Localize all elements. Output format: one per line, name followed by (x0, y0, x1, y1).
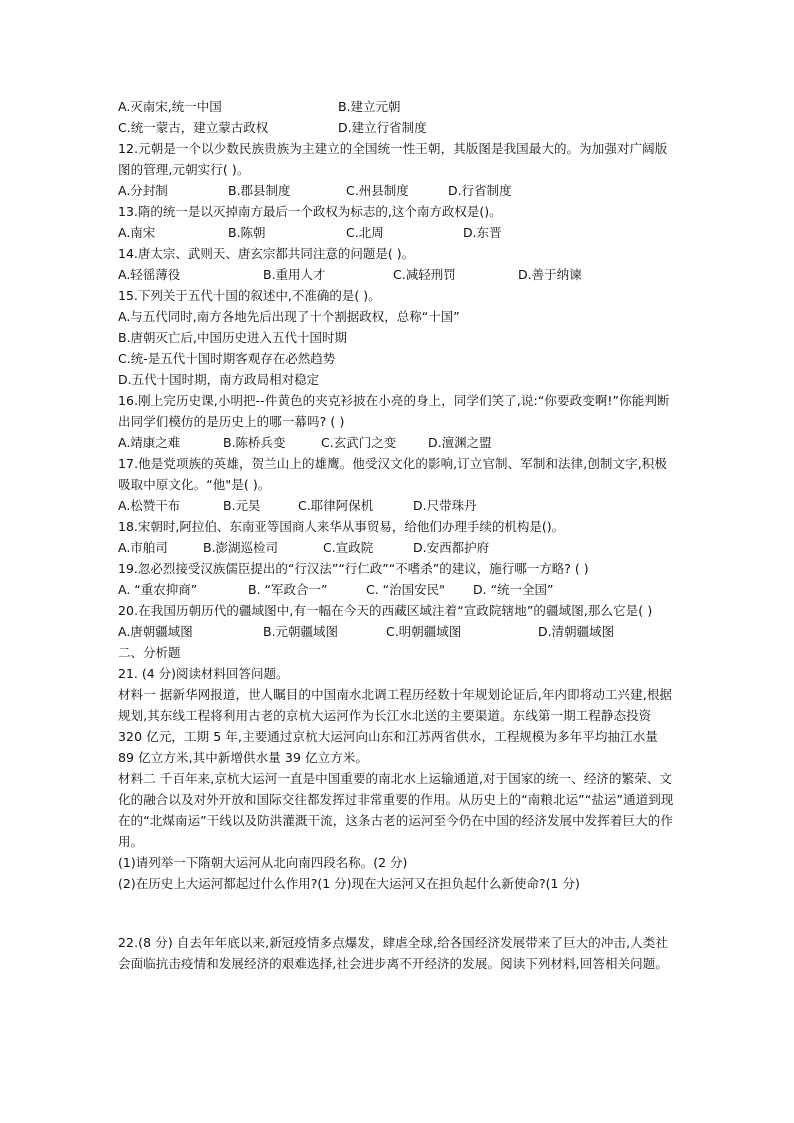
exam-page (118, 96, 678, 974)
q21-material-2: 材料二 千百年来,京杭大运河一直是中国重要的南北水上运输通道,对于国家的统一、经济的繁荣、文化的融合以及对外开放和国际交往都发挥过非常重要的作用。从历史上的“南粮北运”“盐运”通道到现在的“北煤南运”干线以及防洪灌溉干流，这条古老的运河至今仍在中国的经济发展中发挥着巨大的作用。 (118, 771, 674, 849)
q14-stem: 14.唐太宗、武则天、唐玄宗都共同注意的问题是( )。 (118, 246, 415, 261)
q19-option-c: C. “治国安民" (366, 582, 445, 597)
q11-option-a: A.灭南宋,统一中国 (118, 99, 222, 114)
q16-options (118, 432, 678, 453)
q16-option-b: B.陈桥兵变 (223, 435, 286, 450)
q15-option-d: D.五代十国时期，南方政局相对稳定 (118, 372, 320, 387)
q14-options (118, 264, 678, 285)
q13-options (118, 222, 678, 243)
q18-options (118, 537, 678, 558)
q20-option-b: B.元朝疆域图 (263, 624, 339, 639)
q21-subquestion-2: (2)在历史上大运河都起过什么作用?(1 分)现在大运河又在担负起什么新使命?(1 分) (118, 876, 580, 891)
q19-options (118, 579, 678, 600)
q13-option-a: A.南宋 (118, 225, 156, 240)
q20-option-a: A.唐朝疆域图 (118, 624, 193, 639)
q12-option-b: B.郡县制度 (228, 183, 291, 198)
q18-option-b: B.澎湖巡检司 (203, 540, 279, 555)
q18-stem: 18.宋朝时,阿拉伯、东南亚等国商人来华从事贸易，给他们办理手续的机构是()。 (118, 519, 565, 534)
q17-option-a: A.松赞干布 (118, 498, 181, 513)
q21-subquestion-1: (1)请列举一下隋朝大运河从北向南四段名称。(2 分) (118, 855, 408, 870)
q17-stem: 17.他是党项族的英雄，贺兰山上的雄鹰。他受汉文化的影响,订立官制、军制和法律,创制文字,积极吸取中原文化。“他"是( )。 (118, 456, 668, 492)
q12-option-d: D.行省制度 (448, 183, 512, 198)
q11-option-c: C.统一蒙古，建立蒙古政权 (118, 120, 269, 135)
q16-stem: 16.刚上完历史课,小明把--件黄色的夹克衫披在小亮的身上，同学们笑了,说:“你要政变啊!”你能判断出同学们模仿的是历史上的哪一幕吗? ( ) (118, 393, 670, 429)
q17-options (118, 495, 678, 516)
q12-options (118, 180, 678, 201)
q12-option-c: C.州县制度 (346, 183, 409, 198)
q17-option-b: B.元昊 (223, 498, 261, 513)
q20-options (118, 621, 678, 642)
q19-option-b: B. “军政合一” (248, 582, 328, 597)
q12-stem: 12.元朝是一个以少数民族贵族为主建立的全国统一性王朝，其版图是我国最大的。为加强对广阔版图的管理,元朝实行( )。 (118, 141, 668, 177)
q12-option-a: A.分封制 (118, 183, 168, 198)
q14-option-c: C.减轻刑罚 (393, 267, 456, 282)
q11-option-d: D.建立行省制度 (338, 120, 427, 135)
q14-option-a: A.轻徭薄役 (118, 267, 181, 282)
q17-option-c: C.耶律阿保机 (298, 498, 374, 513)
answer-space (118, 894, 678, 932)
q13-option-d: D.东晋 (463, 225, 502, 240)
q18-option-a: A.市舶司 (118, 540, 168, 555)
section-title: 二、分析题 (118, 645, 181, 660)
q13-stem: 13.隋的统一是以灭掉南方最后一个政权为标志的,这个南方政权是()。 (118, 204, 502, 219)
q19-option-a: A. “重农抑商” (118, 582, 198, 597)
q11-options-row-1 (118, 96, 678, 117)
q16-option-d: D.澶渊之盟 (428, 435, 492, 450)
q14-option-d: D.善于纳谏 (518, 267, 582, 282)
q15-option-c: C.统-是五代十国时期客观存在必然趋势 (118, 351, 336, 366)
q19-stem: 19.忽必烈接受汉族儒臣提出的“行汉法”“行仁政”“不嗜杀”的建议，施行哪一方略? ( ) (118, 561, 589, 576)
q15-stem: 15.下列关于五代十国的叙述中,不准确的是( )。 (118, 288, 381, 303)
q15-option-b: B.唐朝灭亡后,中国历史进入五代十国时期 (118, 330, 348, 345)
q16-option-a: A.靖康之难 (118, 435, 181, 450)
q14-option-b: B.重用人才 (263, 267, 326, 282)
q19-option-d: D. “统一全国” (473, 582, 554, 597)
q20-stem: 20.在我国历朝历代的疆域图中,有一幅在今天的西藏区域注着“宣政院辖地”的疆域图,那么它是( ) (118, 603, 653, 618)
q18-option-d: D.安西都护府 (413, 540, 490, 555)
q21-head: 21. (4 分)阅读材料回答问题。 (118, 666, 289, 681)
q18-option-c: C.宣政院 (323, 540, 374, 555)
q16-option-c: C.玄武门之变 (321, 435, 397, 450)
q17-option-d: D.尺带珠丹 (413, 498, 477, 513)
q22-head: 22.(8 分) 自去年年底以来,新冠疫情多点爆发，肆虐全球,给各国经济发展带来了巨大的冲击,人类社会面临抗击疫情和发展经济的艰难选择,社会进步离不开经济的发展。阅读下列材料,回答相关问题。 (118, 935, 668, 971)
q13-option-c: C.北周 (346, 225, 384, 240)
q21-material-1: 材料一 据新华网报道，世人瞩目的中国南水北调工程历经数十年规划论证后,年内即将动工兴建,根据规划,其东线工程将利用古老的京杭大运河作为长江水北送的主要渠道。东线第一期工程静态投资 320 亿元，工期 5 年,主要通过京杭大运河向山东和江苏两省供水，工程规模为多年平均抽江水量 89 亿立方米,其中新增供水量 39 亿立方米。 (118, 687, 673, 765)
q11-option-b: B.建立元朝 (338, 99, 401, 114)
q20-option-c: C.明朝疆域图 (386, 624, 462, 639)
q11-options-row-2 (118, 117, 678, 138)
q13-option-b: B.陈朝 (228, 225, 266, 240)
q20-option-d: D.清朝疆域图 (538, 624, 615, 639)
q15-option-a: A.与五代同时,南方各地先后出现了十个割据政权，总称“十国” (118, 309, 460, 324)
